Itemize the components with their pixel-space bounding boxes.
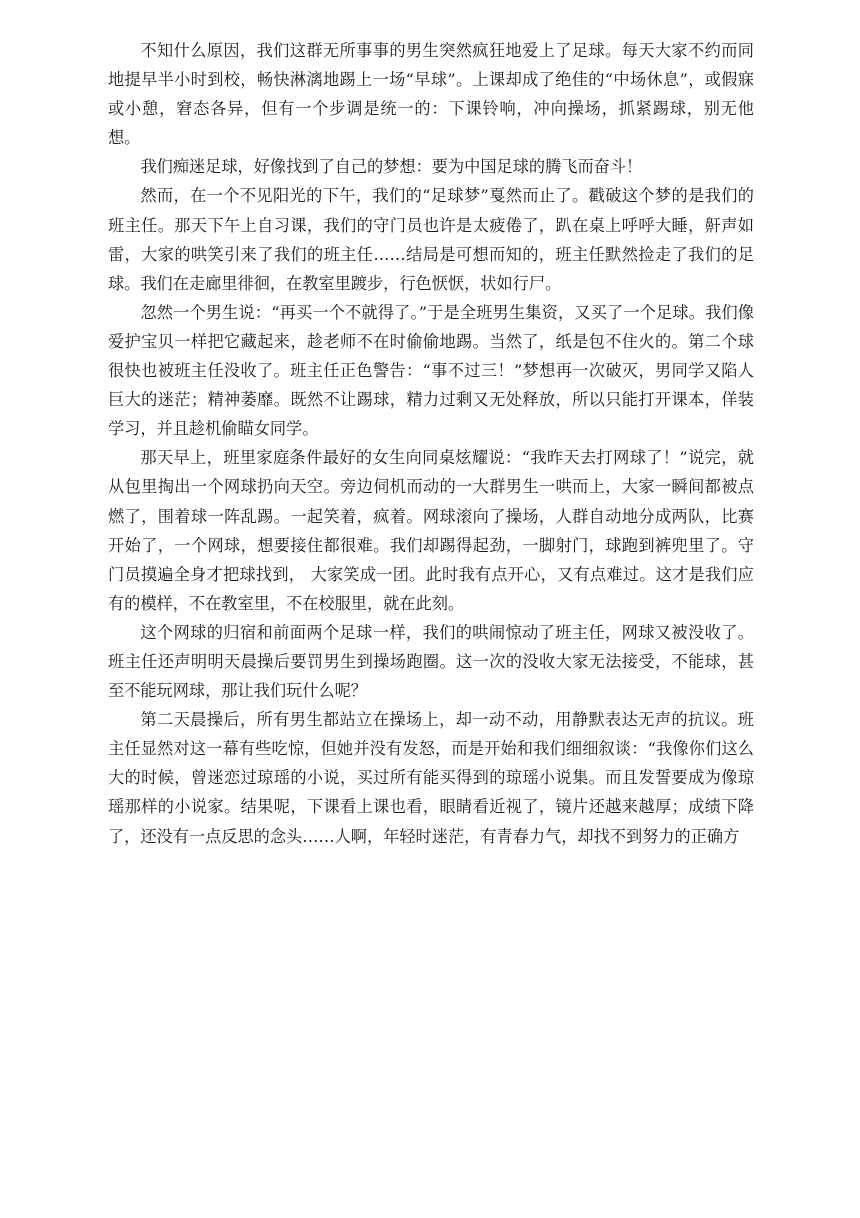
- document-body: [108, 36, 754, 851]
- paragraph-1: 不知什么原因，我们这群无所事事的男生突然疯狂地爱上了足球。每天大家不约而同地提早半小时到校，畅快淋漓地踢上一场“早球”。上课却成了绝佳的“中场休息”，或假寐或小憩，窘态各异，但有一个步调是统一的：下课铃响，冲向操场，抓紧踢球，别无他想。: [108, 41, 754, 148]
- paragraph-4: 忽然一个男生说：“再买一个不就得了。”于是全班男生集资，又买了一个足球。我们像爱护宝贝一样把它藏起来，趁老师不在时偷偷地踢。当然了，纸是包不住火的。第二个球很快也被班主任没收了。班主任正色警告：“事不过三！”梦想再一次破灭，男同学又陷人巨大的迷茫；精神萎靡。既然不让踢球，精力过剩又无处释放，所以只能打开课本，佯装学习，并且趁机偷瞄女同学。: [108, 302, 754, 439]
- paragraph-6: 这个网球的归宿和前面两个足球一样，我们的哄闹惊动了班主任，网球又被没收了。班主任还声明明天晨操后要罚男生到操场跑圈。这一次的没收大家无法接受，不能球，甚至不能玩网球，那让我们玩什么呢？: [108, 622, 754, 701]
- paragraph-3: 然而，在一个不见阳光的下午，我们的“足球梦”戛然而止了。戳破这个梦的是我们的班主任。那天下午上自习课，我们的守门员也许是太疲倦了，趴在桌上呼呼大睡，鼾声如雷，大家的哄笑引来了我们的班主任……结局是可想而知的，班主任默然捡走了我们的足球。我们在走廊里徘徊，在教室里踱步，行色恹恹，状如行尸。: [108, 186, 754, 293]
- paragraph-7: 第二天晨操后，所有男生都站立在操场上，却一动不动，用静默表达无声的抗议。班主任显然对这一幕有些吃惊，但她并没有发怒，而是开始和我们细细叙谈：“我像你们这么大的时候，曾迷恋过琼瑶的小说，买过所有能买得到的琼瑶小说集。而且发誓要成为像琼瑶那样的小说家。结果呢，下课看上课也看，眼睛看近视了，镜片还越来越厚；成绩下降了，还没有一点反思的念头……人啊，年轻时迷茫，有青春力气，却找不到努力的正确方: [108, 710, 754, 846]
- paragraph-5: 那天早上，班里家庭条件最好的女生向同桌炫耀说：“我昨天去打网球了！”说完，就从包里掏出一个网球扔向天空。旁边伺机而动的一大群男生一哄而上，大家一瞬间都被点燃了，围着球一阵乱踢。一起笑着，疯着。网球滚向了操场，人群自动地分成两队，比赛开始了，一个网球，想要接住都很难。我们却踢得起劲，一脚射门，球跑到裤兜里了。守门员摸遍全身才把球找到， 大家笑成一团。此时我有点开心，又有点难过。这才是我们应有的模样，不在教室里，不在校服里，就在此刻。: [108, 448, 754, 613]
- paragraph-2: 我们痴迷足球，好像找到了自己的梦想：要为中国足球的腾飞而奋斗！: [140, 157, 643, 177]
